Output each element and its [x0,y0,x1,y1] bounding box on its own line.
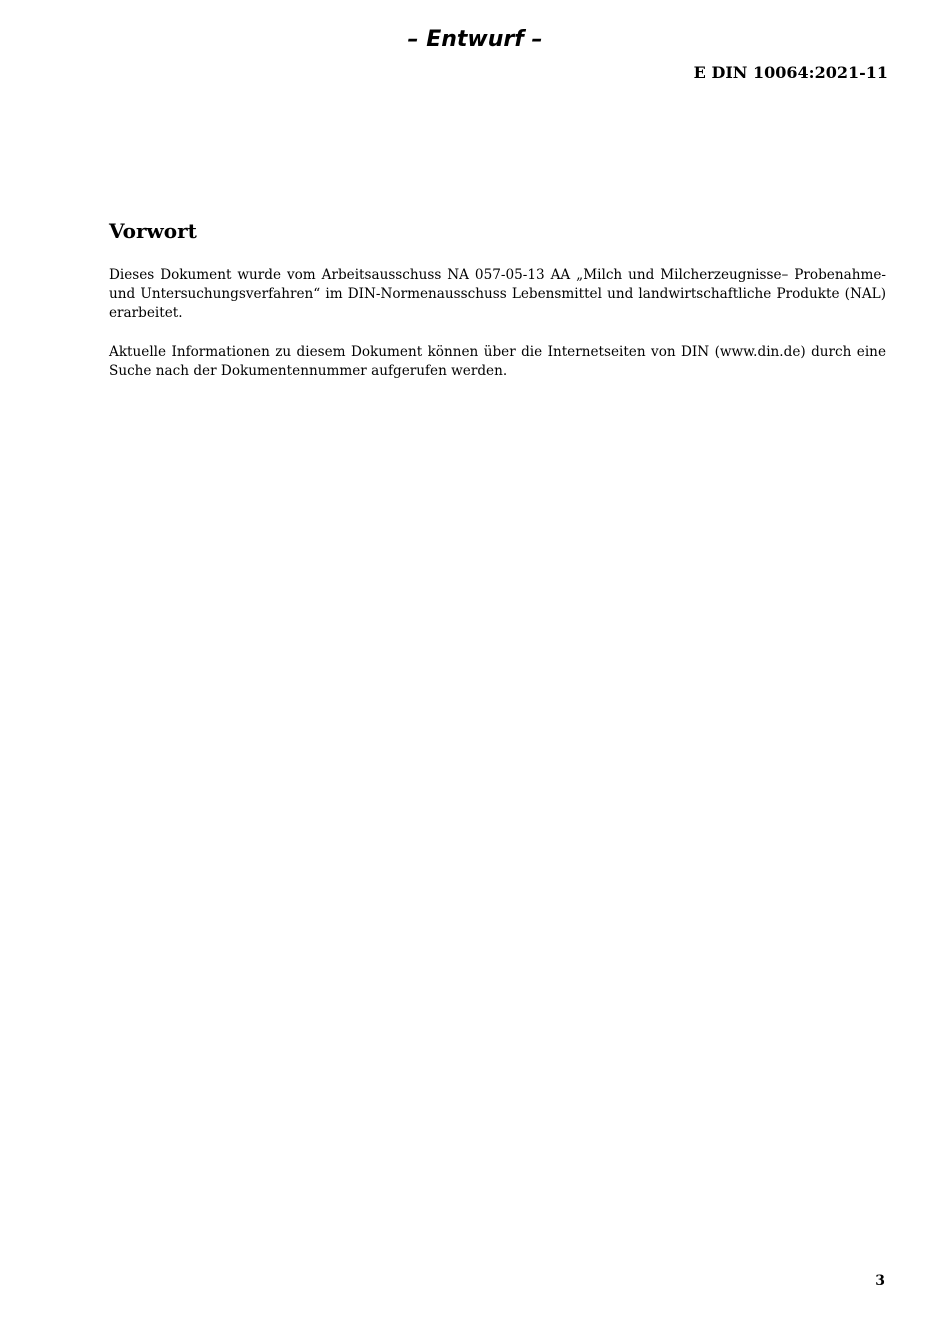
foreword-paragraph-1: Dieses Dokument wurde vom Arbeitsausschuss NA 057-05-13 AA „Milch und Milcherzeugnisse– Probenahme- und Untersuchungsverfahren“ im DIN-Normenausschuss Lebensmittel und landwirtschaftliche Produkte (NAL) erarbeitet. [109,267,886,321]
section-heading-vorwort: Vorwort [109,219,197,243]
foreword-paragraph-2: Aktuelle Informationen zu diesem Dokument können über die Internetseiten von DIN (www.din.de) durch eine Suche nach der Dokumentennummer aufgerufen werden. [109,344,886,379]
draft-watermark-label: – Entwurf – [407,27,543,52]
page-number: 3 [875,1273,885,1289]
document-id: E DIN 10064:2021-11 [693,63,888,82]
